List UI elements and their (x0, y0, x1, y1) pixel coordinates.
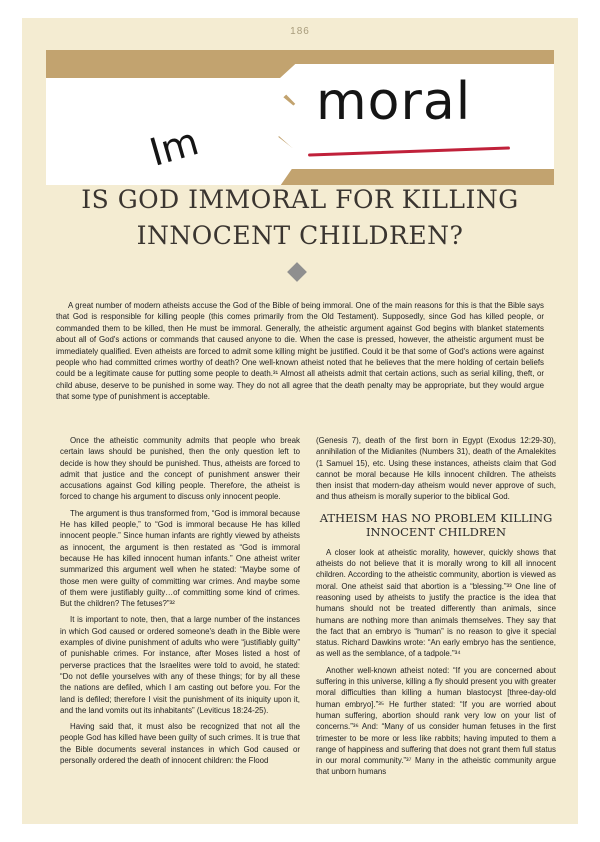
left-paragraph-4: Having said that, it must also be recognized that not all the people God has killed have been guilty of such crimes. It is true that the Bible documents several instances in which God caused or personally ordered the death of innocent children: the Flood (60, 722, 300, 766)
left-column (60, 435, 300, 771)
right-paragraph-1: (Genesis 7), death of the first born in Egypt (Exodus 12:29-30), annihilation of the Midianites (Numbers 31), death of the Amalekites (1 Samuel 15), etc. Using these instances, atheists claim that God cannot be moral because He kills innocent children. The atheists then insist that modern-day atheism would never approve of such, and thus atheism is morally superior to the biblical God. (316, 436, 556, 502)
left-paragraph-1: Once the atheistic community admits that people who break certain laws should be punished, then the only question left to decide is how they should be punished. Thus, atheists are forced to admit that justice and the concept of punishment answer their accusations against God killing people. Therefore, the atheist is forced to change his argument to discuss only innocent people. (60, 436, 300, 502)
page (22, 18, 578, 824)
intro-paragraph: A great number of modern atheists accuse the God of the Bible of being immoral. One of the main reasons for this is that the Bible says that God is responsible for killing people (this comes primarily from the Old Testament). Supposedly, since God has killed people, or commanded them to be killed, then He must be immoral. Generally, the atheistic argument against God begins with blanket statements about all of God's actions or commands that caused anyone to die. When the case is pressed, however, the atheistic argument must be immediately qualified. Even atheists are forced to admit some killing might be justified. Could it be that some of God's actions were against people who had committed crimes worthy of death? One well-known atheist noted that he believes that the mere holding of certain beliefs could be a legitimate cause for putting some people to death.³¹ Almost all atheists admit that certain actions, such as serial killing, theft, or child abuse, deserve to be punished in some way. They do not all agree that the death penalty may be appropriate, but they would argue that some type of punishment is acceptable. (56, 301, 544, 402)
hero-image (46, 50, 554, 185)
left-paragraph-3: It is important to note, then, that a large number of the instances in which God caused or ordered someone's death in the Bible were examples of divine punishment of adults who were “justifiably guilty” of punishable crimes. For instance, after Moses listed a host of perverse practices that the Israelites were told to avoid, he stated: “Do not defile yourselves with any of these things; for by all these the nations are defiled, which I am casting out before you. For the land is defiled; therefore I visit the punishment of its iniquity upon it, and the land vomits out its inhabitants” (Leviticus 18:24-25). (60, 615, 300, 715)
diamond-ornament-icon (287, 262, 307, 282)
section-subheading: ATHEISM HAS NO PROBLEM KILLING INNOCENT CHILDREN (319, 510, 553, 539)
left-paragraph-2: The argument is thus transformed from, “God is immoral because He has killed people,” to “God is immoral because He has killed innocent people.” Since human infants are rightly viewed by atheists as innocent, the argument is then restated as “God is immoral because He has killed innocent human infants.” One atheist writer summarized this argument well when he stated: “Maybe some of those men were guilty of committing war crimes. And maybe some of them were justifiably guilty…of committing some kind of crimes. But the children? The fetuses?”³² (60, 508, 300, 609)
article-title: IS GOD IMMORAL FOR KILLING INNOCENT CHILDREN? (81, 185, 519, 250)
right-column (316, 435, 556, 783)
hero-word-moral: moral (316, 72, 472, 132)
right-paragraph-3: Another well-known atheist noted: “If you are concerned about suffering in this universe, killing a fly should present you with greater moral difficulties than killing a human blastocyst [three-day-old human embryo].”³⁵ He further stated: “If you are worried about human suffering, abortion should rank very low on your list of concerns.”³⁶ And: “Many of us consider human fetuses in the first trimester to be more or less like rabbits; having imputed to them a range of happiness and suffering that does not grant them full status in our moral community.”³⁷ Many in the atheistic community argue that unborn humans (316, 665, 556, 777)
hero-word-im: Im (144, 119, 204, 175)
right-paragraph-2: A closer look at atheistic morality, however, quickly shows that atheists do not believe that it is morally wrong to kill all innocent children. According to the atheistic community, abortion is viewed as moral. One atheist said that abortion is a “blessing.”³³ One line of reasoning used by atheists to justify the practice is the idea that humans should not be treated differently than animals, since humans are nothing more than animals themselves. They say that the fact that an embryo is “human” is no reason to give it special status. Richard Dawkins wrote: “An early embryo has the sentience, as well as the semblance, of a tadpole.”³⁴ (316, 547, 556, 659)
page-number: 186 (290, 26, 310, 37)
